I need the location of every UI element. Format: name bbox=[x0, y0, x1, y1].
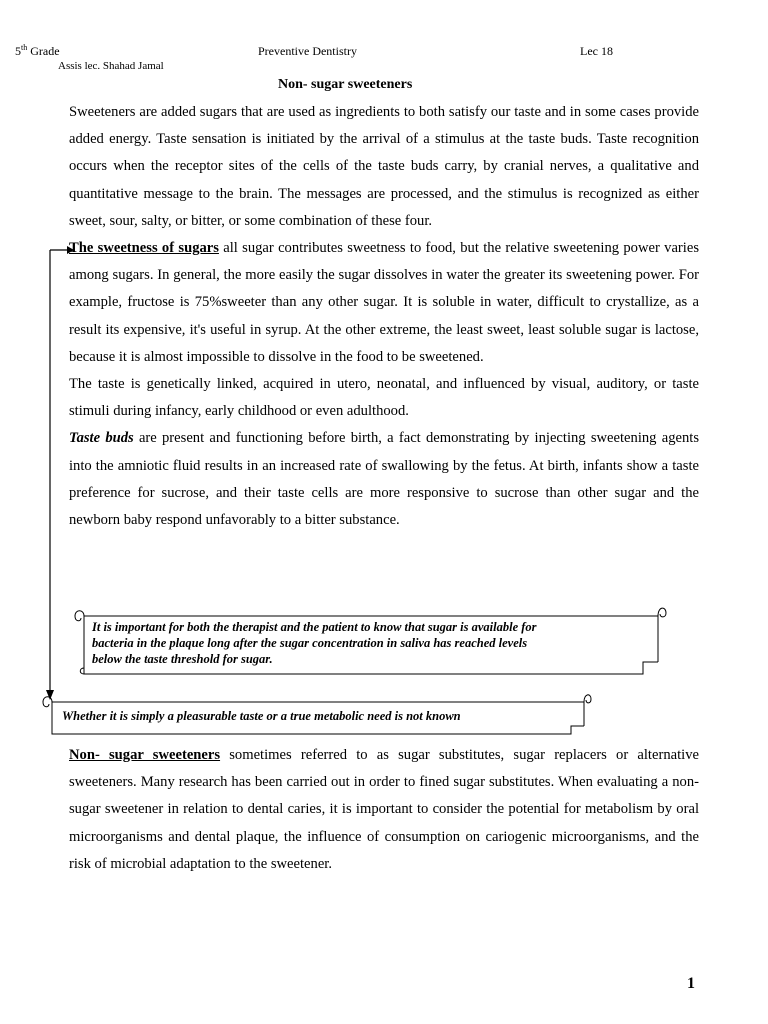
lecture-label: Lec 18 bbox=[580, 44, 613, 58]
page-number: 1 bbox=[687, 975, 695, 992]
scroll-note-1: It is important for both the therapist and the patient to know that sugar is available for bacteria in the plaque long after the sugar concentration in saliva has reached levels below the taste threshold for sugar. bbox=[92, 620, 537, 666]
intro-paragraph: Sweeteners are added sugars that are used as ingredients to both satisfy our taste and in some cases provide added energy. Taste sensation is initiated by the arrival of a stimulus at the taste buds. Taste recognition occurs when the receptor sites of the cells of the taste buds carry, by cranial nerves, a qualitative and quantitative message to the brain. The messages are processed, and the stimulus is recognized as either sweet, sour, salty, or bitter, or some combination of these four. bbox=[69, 104, 699, 229]
grade-label: 5th Grade bbox=[15, 43, 60, 58]
taste-genetic-paragraph: The taste is genetically linked, acquired in utero, neonatal, and influenced by visual, auditory, or taste stimuli during infancy, early childhood or even adulthood. bbox=[69, 376, 699, 420]
non-sugar-paragraph: Non- sugar sweeteners sometimes referred to as sugar substitutes, sugar replacers or alternative sweeteners. Many research has been carried out in order to fined sugar substitutes. When evaluating a non-sugar sweetener in relation to dental caries, it is important to consider the potential for metabolism by oral microorganisms and dental plaque, the influence of consumption on cariogenic microorganisms, and the risk of microbial adaptation to the sweetener. bbox=[69, 747, 699, 872]
subject-label: Preventive Dentistry bbox=[258, 44, 357, 58]
body-text bbox=[69, 99, 699, 534]
taste-buds-heading: Taste buds bbox=[69, 430, 134, 447]
sweetness-paragraph: The sweetness of sugars all sugar contributes sweetness to food, but the relative sweetening power varies among sugars. In general, the more easily the sugar dissolves in water the greater its sweetening power. For example, fructose is 75%sweeter than any other sugar. It is soluble in water, difficult to crystallize, as a result its expensive, it's useful in syrup. At the other extreme, the least sweet, least soluble sugar is lactose, because it is almost impossible to dissolve in the food to be sweetened. bbox=[69, 240, 699, 365]
page-title: Non- sugar sweeteners bbox=[278, 77, 413, 92]
author-label: Assis lec. Shahad Jamal bbox=[58, 60, 164, 72]
scroll-note-2: Whether it is simply a pleasurable taste or a true metabolic need is not known bbox=[62, 709, 461, 723]
sweetness-heading: The sweetness of sugars bbox=[69, 240, 219, 257]
non-sugar-section bbox=[69, 742, 699, 878]
non-sugar-heading: Non- sugar sweeteners bbox=[69, 747, 221, 763]
taste-buds-paragraph: Taste buds are present and functioning before birth, a fact demonstrating by injecting sweetening agents into the amniotic fluid results in an increased rate of swallowing by the fetus. At birth, infants show a taste preference for sucrose, and their taste cells are more responsive to sucrose than other sugar and the newborn baby respond unfavorably to a bitter substance. bbox=[69, 430, 700, 529]
